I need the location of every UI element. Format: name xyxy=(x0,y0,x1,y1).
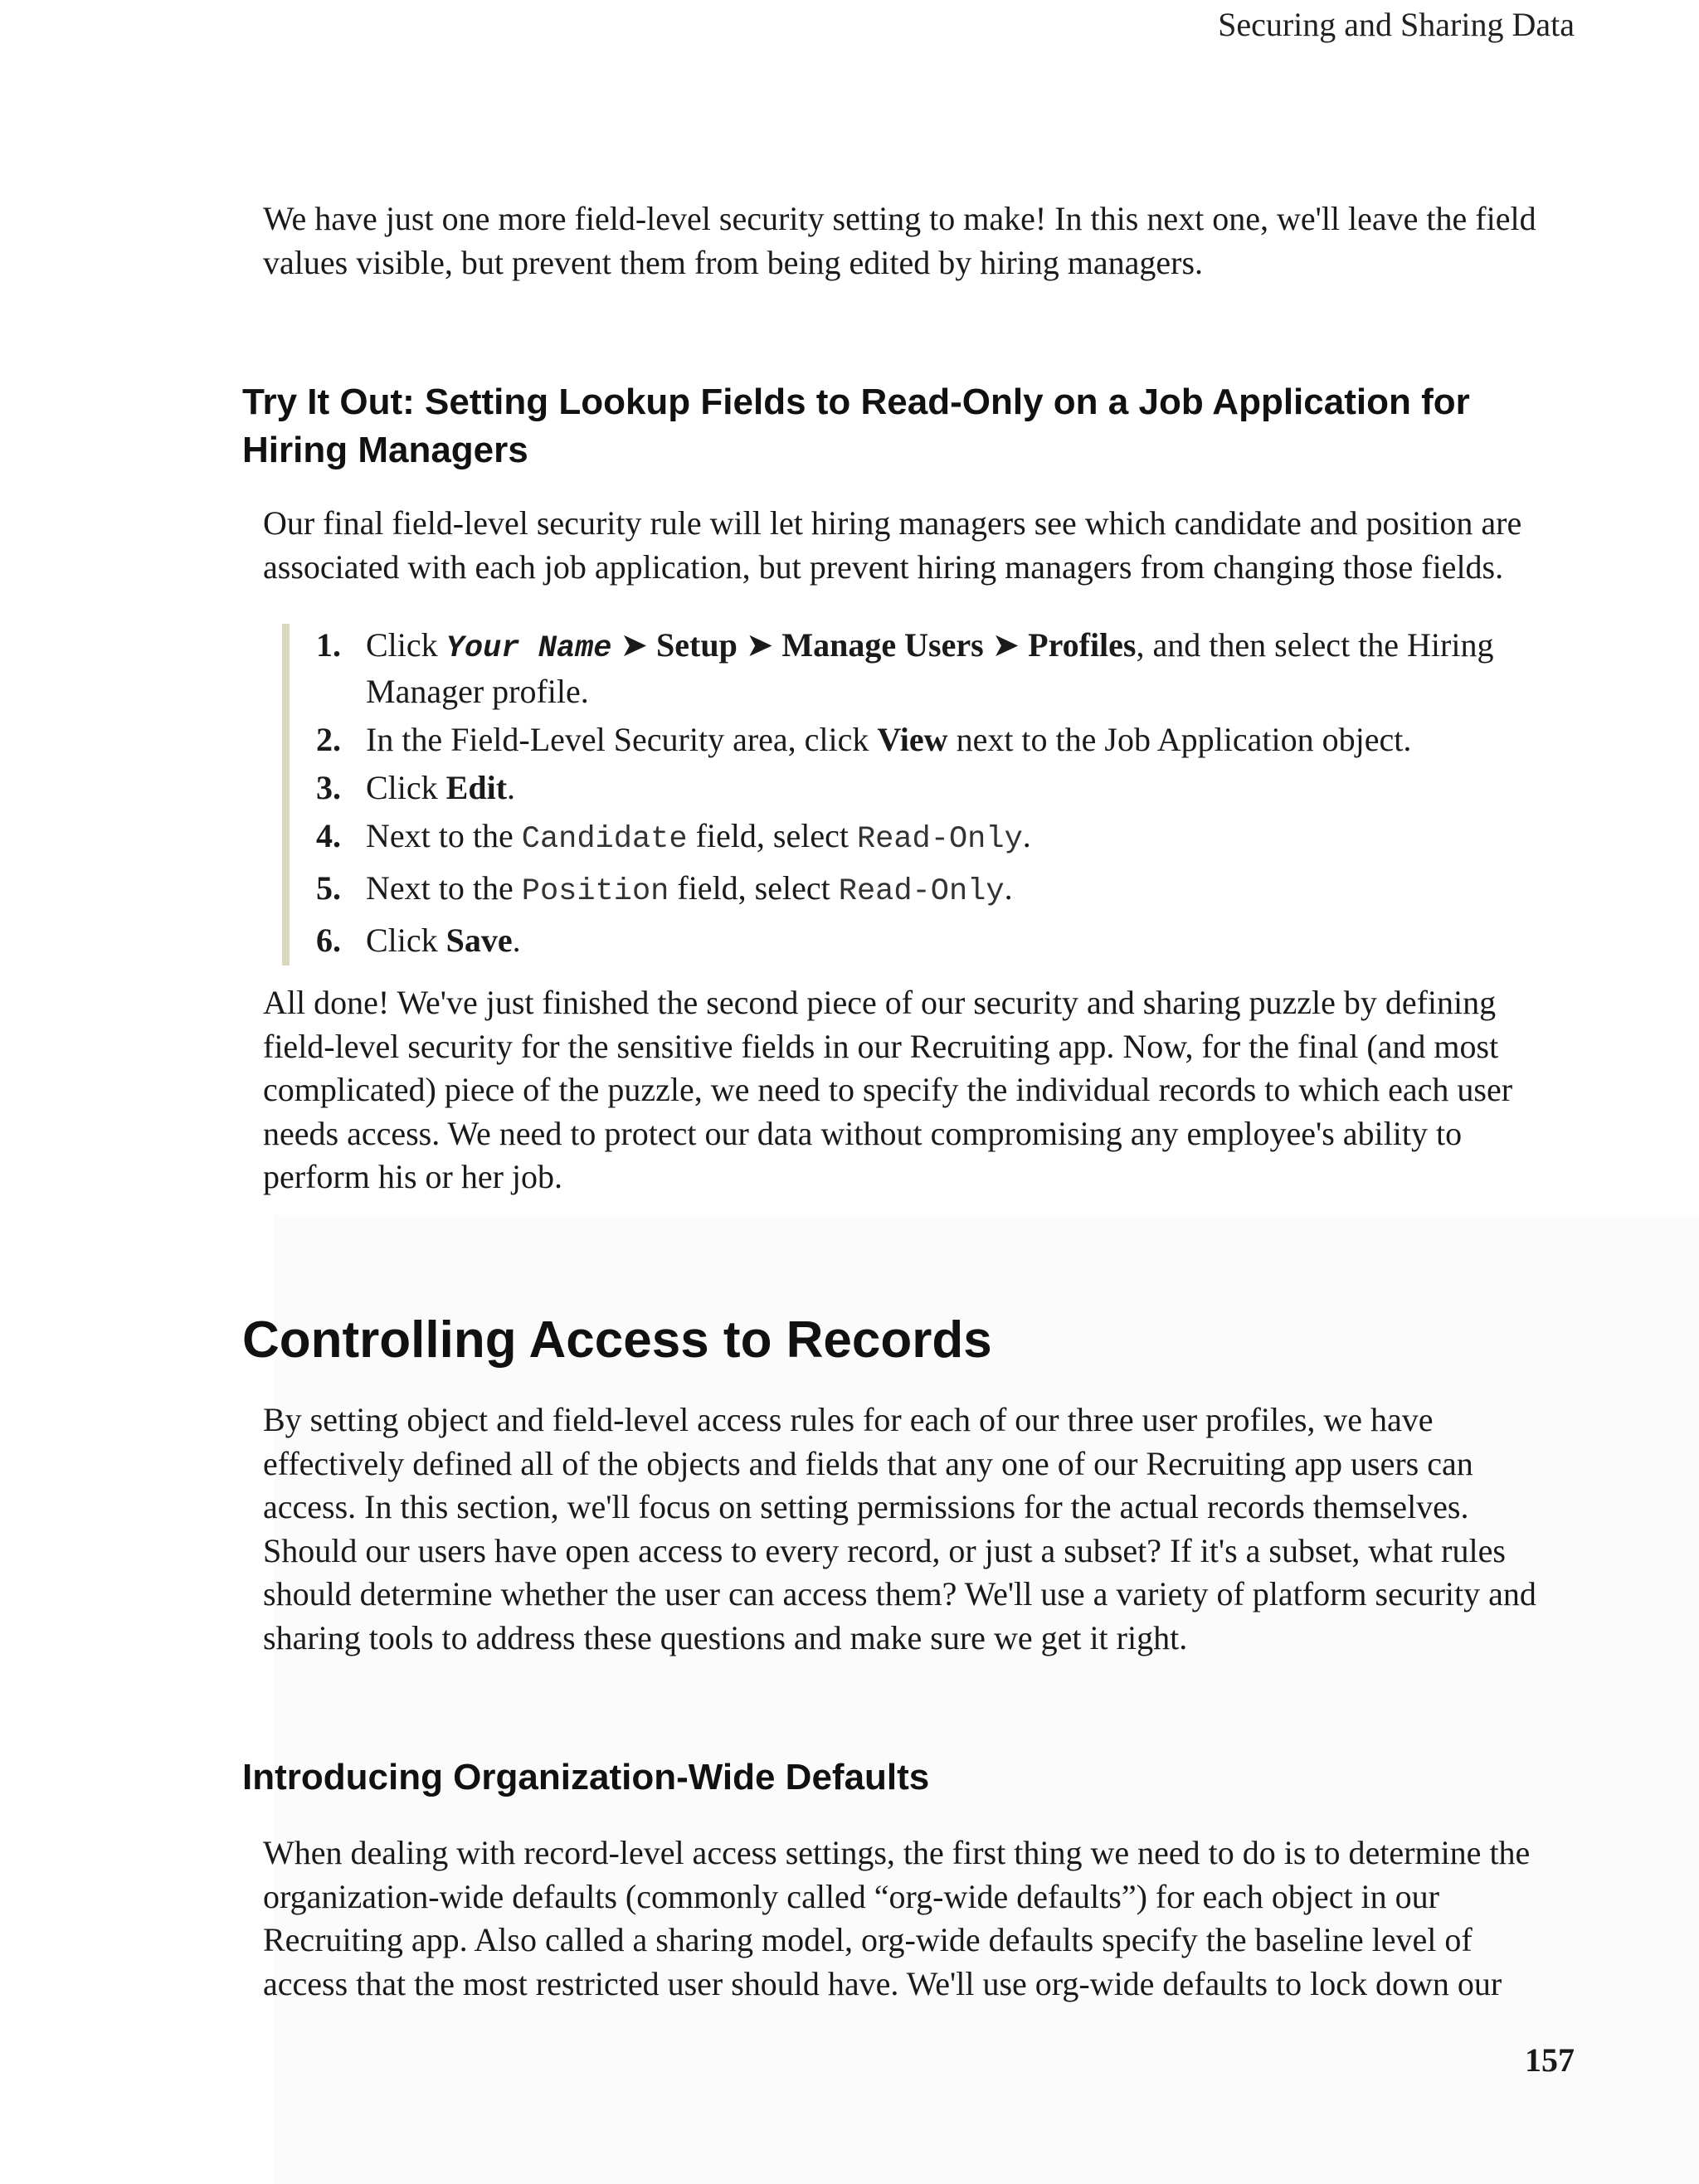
step-text: . xyxy=(512,922,521,959)
running-header: Securing and Sharing Data xyxy=(1218,6,1575,43)
step-number: 3. xyxy=(316,769,341,806)
arrow-icon: ➤ xyxy=(745,626,774,664)
step-text: Next to the xyxy=(366,817,514,854)
arrow-icon: ➤ xyxy=(991,626,1020,664)
step-text: next to the Job Application object. xyxy=(956,721,1412,758)
controlling-access-heading: Controlling Access to Records xyxy=(242,1311,992,1369)
step-4 xyxy=(290,815,1567,861)
edit-label: Edit xyxy=(445,769,508,806)
step-6 xyxy=(290,919,1567,961)
your-name-token: Your Name xyxy=(445,631,612,666)
org-wide-defaults-heading: Introducing Organization-Wide Defaults xyxy=(242,1757,930,1797)
step-number: 4. xyxy=(316,817,341,854)
step-2 xyxy=(290,718,1567,761)
step-text: field, select xyxy=(695,817,849,854)
step-text: . xyxy=(1004,869,1013,907)
profiles-label: Profiles xyxy=(1028,626,1137,664)
step-text: Next to the xyxy=(366,869,514,907)
org-wide-defaults-paragraph: When dealing with record-level access settings, the first thing we need to do is to determine the organization-wide defaults (commonly called “org-wide defaults”) for each object in our Recruiting app. Also called a sharing model, org-wide defaults specify the baseline level of access that the most restricted user should have. We'll use org-wide defaults to lock down our xyxy=(263,1834,1531,2002)
steps-block xyxy=(282,624,1567,966)
step-number: 1. xyxy=(316,626,341,664)
view-label: View xyxy=(877,721,948,758)
steps-list xyxy=(290,624,1567,961)
try-it-intro-paragraph: Our final field-level security rule will let hiring managers see which candidate and position are associated with each job application, but prevent hiring managers from changing those fields. xyxy=(263,504,1522,586)
step-text: field, select xyxy=(677,869,830,907)
arrow-icon: ➤ xyxy=(620,626,649,664)
step-5 xyxy=(290,867,1567,913)
step-text: In the Field-Level Security area, click xyxy=(366,721,869,758)
step-number: 2. xyxy=(316,721,341,758)
try-it-out-heading: Try It Out: Setting Lookup Fields to Read-Only on a Job Application for Hiring Managers xyxy=(242,382,1470,470)
step-text: . xyxy=(507,769,516,806)
step-1 xyxy=(290,624,1567,713)
intro-paragraph: We have just one more field-level security setting to make! In this next one, we'll leave the field values visible, but prevent them from being edited by hiring managers. xyxy=(263,200,1536,281)
position-field-token: Position xyxy=(521,874,669,909)
step-3 xyxy=(290,766,1567,809)
step-number: 5. xyxy=(316,869,341,907)
step-text: . xyxy=(1022,817,1031,854)
page-number: 157 xyxy=(1525,2041,1575,2079)
setup-menu-label: Setup xyxy=(656,626,738,664)
read-only-token: Read-Only xyxy=(856,822,1023,857)
step-text: Click xyxy=(366,769,438,806)
step-number: 6. xyxy=(316,922,341,959)
manage-users-label: Manage Users xyxy=(781,626,984,664)
step-text: , and then select the Hiring Manager profile. xyxy=(366,626,1494,710)
all-done-paragraph: All done! We've just finished the second piece of our security and sharing puzzle by defining field-level security for the sensitive fields in our Recruiting app. Now, for the final (and most complicated) piece of the puzzle, we need to specify the individual records to which each user needs access. We need to protect our data without compromising any employee's ability to perform his or her job. xyxy=(263,984,1513,1195)
read-only-token: Read-Only xyxy=(838,874,1005,909)
candidate-field-token: Candidate xyxy=(521,822,688,857)
step-text: Click xyxy=(366,922,438,959)
save-label: Save xyxy=(445,922,513,959)
controlling-access-paragraph: By setting object and field-level access rules for each of our three user profiles, we have effectively defined all of the objects and fields that any one of our Recruiting app users can access. In this section, we'll focus on setting permissions for the actual records themselves. Should our users have open access to every record, or just a subset? If it's a subset, what rules should determine whether the user can access them? We'll use a variety of platform security and sharing tools to address these questions and make sure we get it right. xyxy=(263,1401,1536,1656)
step-text: Click xyxy=(366,626,438,664)
